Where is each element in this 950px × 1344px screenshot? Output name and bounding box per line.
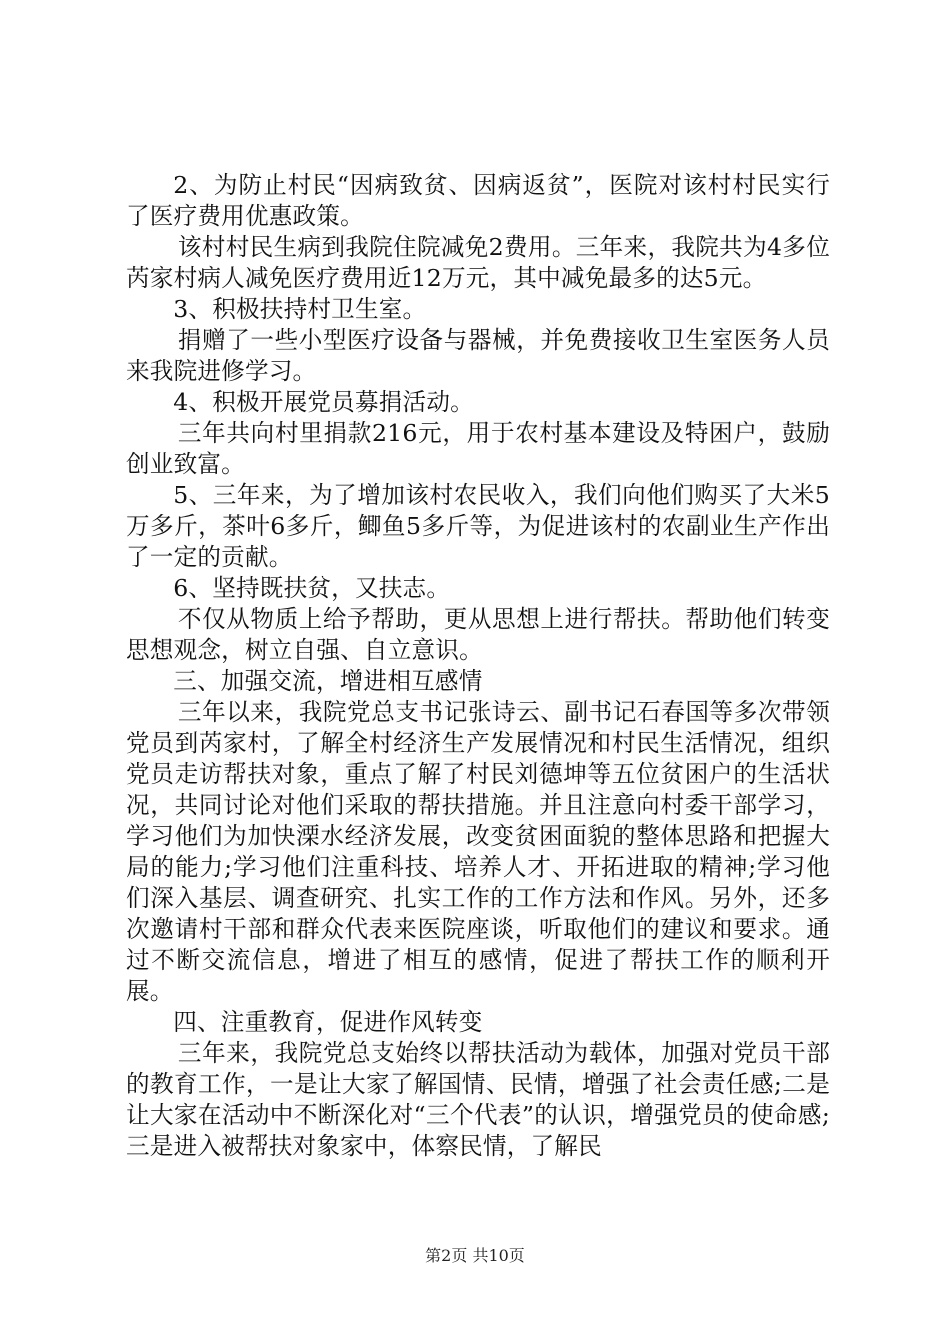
paragraph-item-2: 2、为防止村民“因病致贫、因病返贫”，医院对该村村民实行了医疗费用优惠政策。 <box>126 171 830 230</box>
paragraph-hospital-fee-reduction: 该村村民生病到我院住院减免2费用。三年来，我院共为4多位芮家村病人减免医疗费用近12万元，其中减免最多的达5元。 <box>126 233 830 292</box>
section-heading-3: 三、加强交流，增进相互感情 <box>173 667 483 695</box>
paragraph-item-5: 5、三年来，为了增加该村农民收入，我们向他们购买了大米5万多斤，茶叶6多斤，鲫鱼5多斤等，为促进该村的农副业生产作出了一定的贡献。 <box>126 481 830 571</box>
paragraph-item-3: 3、积极扶持村卫生室。 <box>173 295 427 323</box>
paragraph-donation-amount: 三年共向村里捐款216元，用于农村基本建设及特困户，鼓励创业致富。 <box>126 419 830 478</box>
section-heading-4: 四、注重教育，促进作风转变 <box>173 1008 483 1036</box>
paragraph-education-details: 三年来，我院党总支始终以帮扶活动为载体，加强对党员干部的教育工作，一是让大家了解国情、民情，增强了社会责任感;二是让大家在活动中不断深化对“三个代表”的认识，增强党员的使命感;三是进入被帮扶对象家中，体察民情，了解民 <box>126 1039 830 1160</box>
paragraph-item-6: 6、坚持既扶贫，又扶志。 <box>173 574 451 602</box>
document-body <box>126 170 830 1162</box>
page-footer: 第2页 共10页 <box>425 1246 525 1265</box>
paragraph-ideological-support: 不仅从物质上给予帮助，更从思想上进行帮扶。帮助他们转变思想观念，树立自强、自立意识。 <box>126 605 830 664</box>
paragraph-item-4: 4、积极开展党员募捐活动。 <box>173 388 474 416</box>
paragraph-exchange-details: 三年以来，我院党总支书记张诗云、副书记石春国等多次带领党员到芮家村，了解全村经济生产发展情况和村民生活情况，组织党员走访帮扶对象，重点了解了村民刘德坤等五位贫困户的生活状况，共同讨论对他们采取的帮扶措施。并且注意向村委干部学习，学习他们为加快溧水经济发展，改变贫困面貌的整体思路和把握大局的能力;学习他们注重科技、培养人才、开拓进取的精神;学习他们深入基层、调查研究、扎实工作的工作方法和作风。另外，还多次邀请村干部和群众代表来医院座谈，听取他们的建议和要求。通过不断交流信息，增进了相互的感情，促进了帮扶工作的顺利开展。 <box>126 698 830 1005</box>
paragraph-equipment-donation: 捐赠了一些小型医疗设备与器械，并免费接收卫生室医务人员来我院进修学习。 <box>126 326 830 385</box>
